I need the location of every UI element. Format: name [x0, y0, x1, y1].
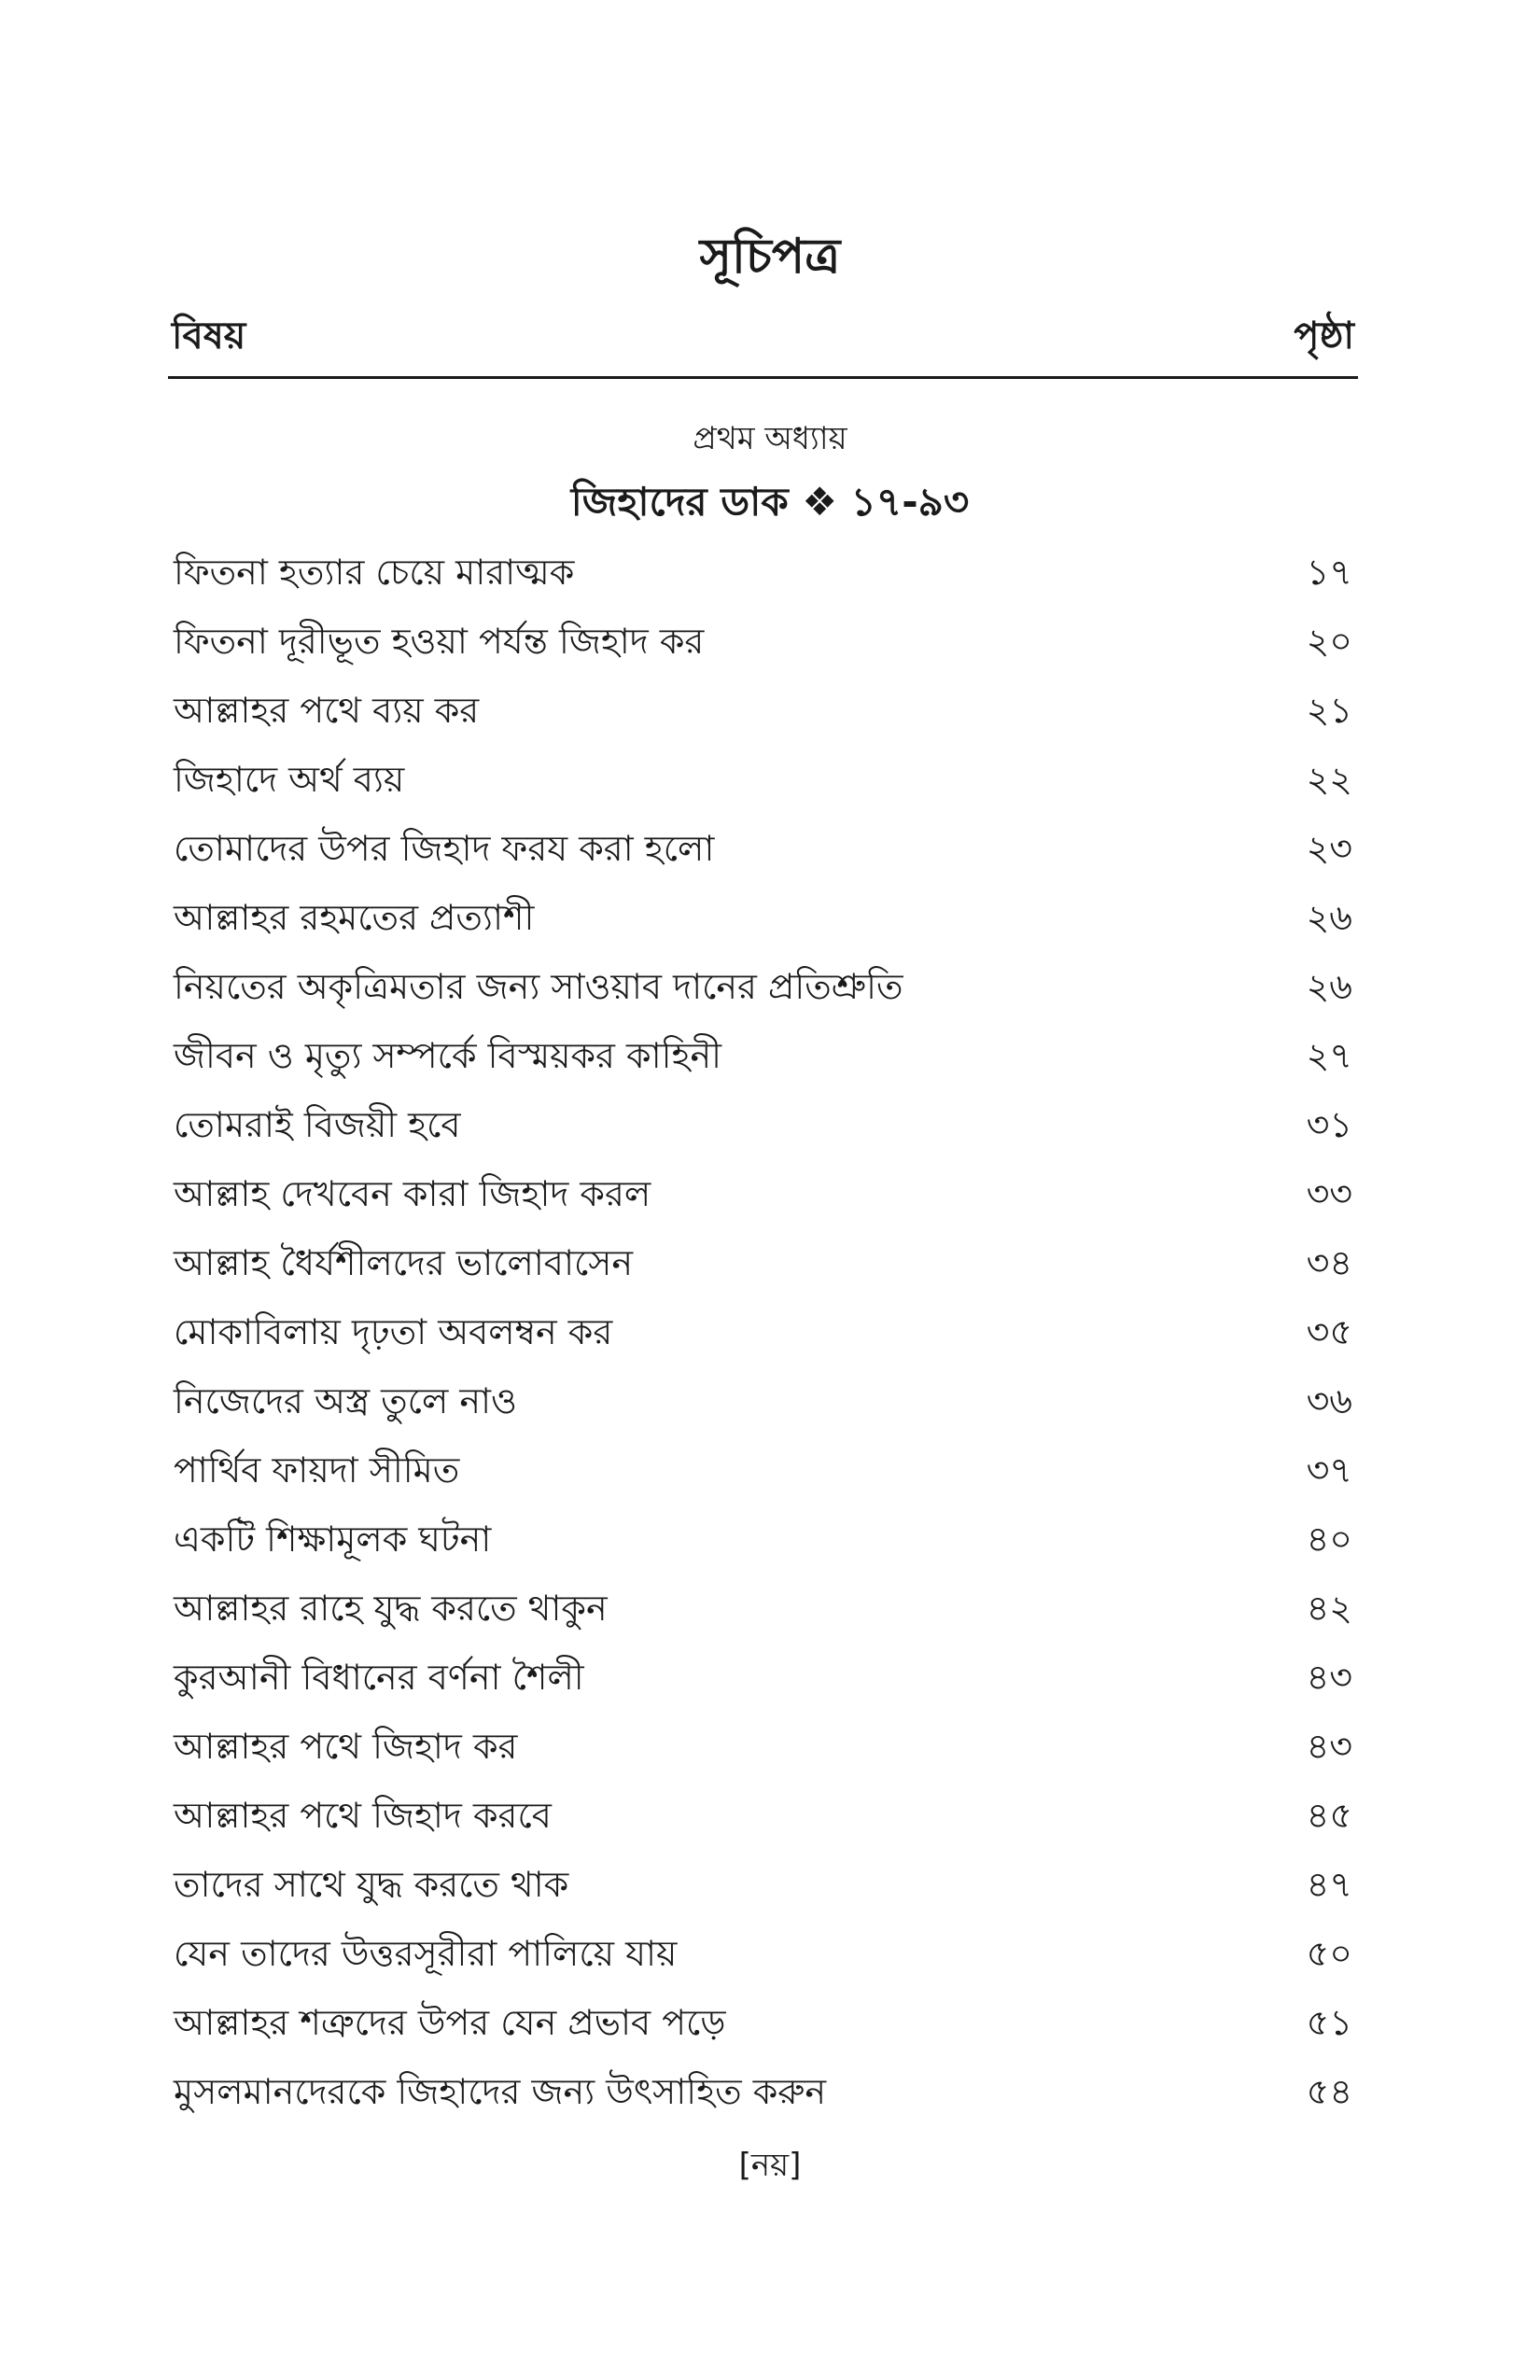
toc-entry-title: নিয়তের অকৃত্রিমতার জন্য সাওয়াব দানের প্রতিশ্রুতি [174, 966, 903, 1007]
toc-entry-page: ৩৪ [1306, 1242, 1352, 1283]
toc-entry-title: যেন তাদের উত্তরসূরীরা পালিয়ে যায় [174, 1933, 678, 1974]
toc-entry-title: কুরআনী বিধানের বর্ণনা শৈলী [174, 1657, 584, 1698]
toc-entry-title: তাদের সাথে যুদ্ধ করতে থাক [174, 1864, 569, 1905]
toc-entry-page: ৩৬ [1306, 1380, 1352, 1421]
toc-entry[interactable] [168, 607, 1358, 676]
toc-entry[interactable] [168, 1505, 1358, 1574]
column-headers [168, 308, 1358, 364]
toc-entry[interactable] [168, 1643, 1358, 1712]
toc-entry-title: আল্লাহর পথে জিহাদ করবে [174, 1795, 552, 1836]
toc-entry-title: আল্লাহ ধৈর্যশীলদের ভালোবাসেন [174, 1242, 634, 1283]
header-divider [168, 376, 1358, 379]
toc-entry[interactable] [168, 1297, 1358, 1366]
toc-entry[interactable] [168, 538, 1358, 607]
toc-entry-page: ৩১ [1306, 1104, 1352, 1145]
toc-entry[interactable] [168, 1228, 1358, 1297]
toc-entry-page: ২১ [1306, 690, 1352, 731]
toc-entry[interactable] [168, 952, 1358, 1021]
toc-entry-title: তোমরাই বিজয়ী হবে [174, 1104, 461, 1145]
toc-entry-page: ৫১ [1306, 2002, 1352, 2043]
toc-entry-title: ফিতনা দূরীভূত হওয়া পর্যন্ত জিহাদ কর [174, 621, 705, 662]
section-name: জিহাদের ডাক [570, 479, 789, 525]
toc-entry-title: আল্লাহর পথে ব্যয় কর [174, 690, 480, 731]
toc-entry[interactable] [168, 1090, 1358, 1159]
toc-entry-page: ৩৭ [1306, 1449, 1352, 1491]
toc-entry[interactable] [168, 1712, 1358, 1781]
toc-entry-title: ফিতনা হত্যার চেয়ে মারাত্মক [174, 552, 575, 593]
toc-entry-page: ৩৩ [1306, 1173, 1352, 1214]
toc-entry-page: ২৬ [1306, 966, 1352, 1007]
toc-entry-page: ৫৪ [1306, 2071, 1352, 2112]
toc-entry[interactable] [168, 883, 1358, 952]
toc-entry-title: নিজেদের অস্ত্র তুলে নাও [174, 1380, 518, 1421]
section-ornament-icon: ❖ [802, 479, 838, 525]
toc-entry-title: একটি শিক্ষামূলক ঘটনা [174, 1519, 492, 1560]
toc-entry-title: আল্লাহর শত্রুদের উপর যেন প্রভাব পড়ে [174, 2002, 726, 2043]
toc-entry[interactable] [168, 1574, 1358, 1643]
toc-entry-title: আল্লাহর পথে জিহাদ কর [174, 1726, 518, 1767]
topic-column-header: বিষয় [172, 315, 246, 357]
toc-entry-page: ৪৩ [1306, 1726, 1352, 1767]
toc-entry[interactable] [168, 676, 1358, 745]
toc-entry[interactable] [168, 1919, 1358, 1988]
toc-entry-title: জিহাদে অর্থ ব্যয় [174, 759, 405, 800]
toc-entry-page: ২২ [1306, 759, 1352, 800]
toc-entry[interactable] [168, 814, 1358, 883]
page-title: সূচিপত্র [699, 229, 841, 285]
toc-entry-title: জীবন ও মৃত্যু সম্পর্কে বিস্ময়কর কাহিনী [174, 1035, 722, 1076]
toc-entry[interactable] [168, 1781, 1358, 1850]
toc-entry[interactable] [168, 1366, 1358, 1435]
section-heading [0, 471, 1540, 532]
section-page-range: ১৭-৯৩ [850, 479, 970, 525]
toc-entry-page: ৪৫ [1306, 1795, 1352, 1836]
toc-entry[interactable] [168, 745, 1358, 814]
toc-entry-title: আল্লাহর রহমতের প্রত্যাশী [174, 897, 535, 938]
toc-entry-page: ২৬ [1306, 897, 1352, 938]
toc-entry-title: মোকাবিলায় দৃঢ়তা অবলম্বন কর [174, 1311, 613, 1352]
chapter-label: প্রথম অধ্যায় [693, 420, 847, 457]
toc-entry-page: ৪০ [1306, 1519, 1352, 1560]
toc-entry[interactable] [168, 2057, 1358, 2126]
toc-entry-page: ১৭ [1306, 552, 1352, 593]
toc-entry[interactable] [168, 1850, 1358, 1919]
toc-entry[interactable] [168, 1021, 1358, 1090]
toc-entry-page: ২০ [1306, 621, 1352, 662]
toc-list [168, 538, 1358, 2126]
toc-entry-page: ৫০ [1306, 1933, 1352, 1974]
page-column-header: পৃষ্ঠা [1294, 315, 1354, 357]
toc-entry-page: ৩৫ [1306, 1311, 1352, 1352]
toc-entry[interactable] [168, 1988, 1358, 2057]
toc-entry-title: পার্থিব ফায়দা সীমিত [174, 1449, 460, 1491]
toc-entry-title: তোমাদের উপর জিহাদ ফরয করা হলো [174, 828, 715, 869]
toc-entry-page: ৪৭ [1306, 1864, 1352, 1905]
toc-entry-page: ২৭ [1306, 1035, 1352, 1076]
page-number: [নয়] [738, 2147, 802, 2184]
toc-entry[interactable] [168, 1435, 1358, 1505]
toc-entry-title: আল্লাহর রাহে যুদ্ধ করতে থাকুন [174, 1588, 608, 1629]
toc-entry[interactable] [168, 1159, 1358, 1228]
toc-entry-page: ৪৩ [1306, 1657, 1352, 1698]
toc-entry-page: ৪২ [1306, 1588, 1352, 1629]
toc-entry-title: মুসলমানদেরকে জিহাদের জন্য উৎসাহিত করুন [174, 2071, 827, 2112]
toc-entry-title: আল্লাহ দেখবেন কারা জিহাদ করল [174, 1173, 651, 1214]
toc-entry-page: ২৩ [1306, 828, 1352, 869]
